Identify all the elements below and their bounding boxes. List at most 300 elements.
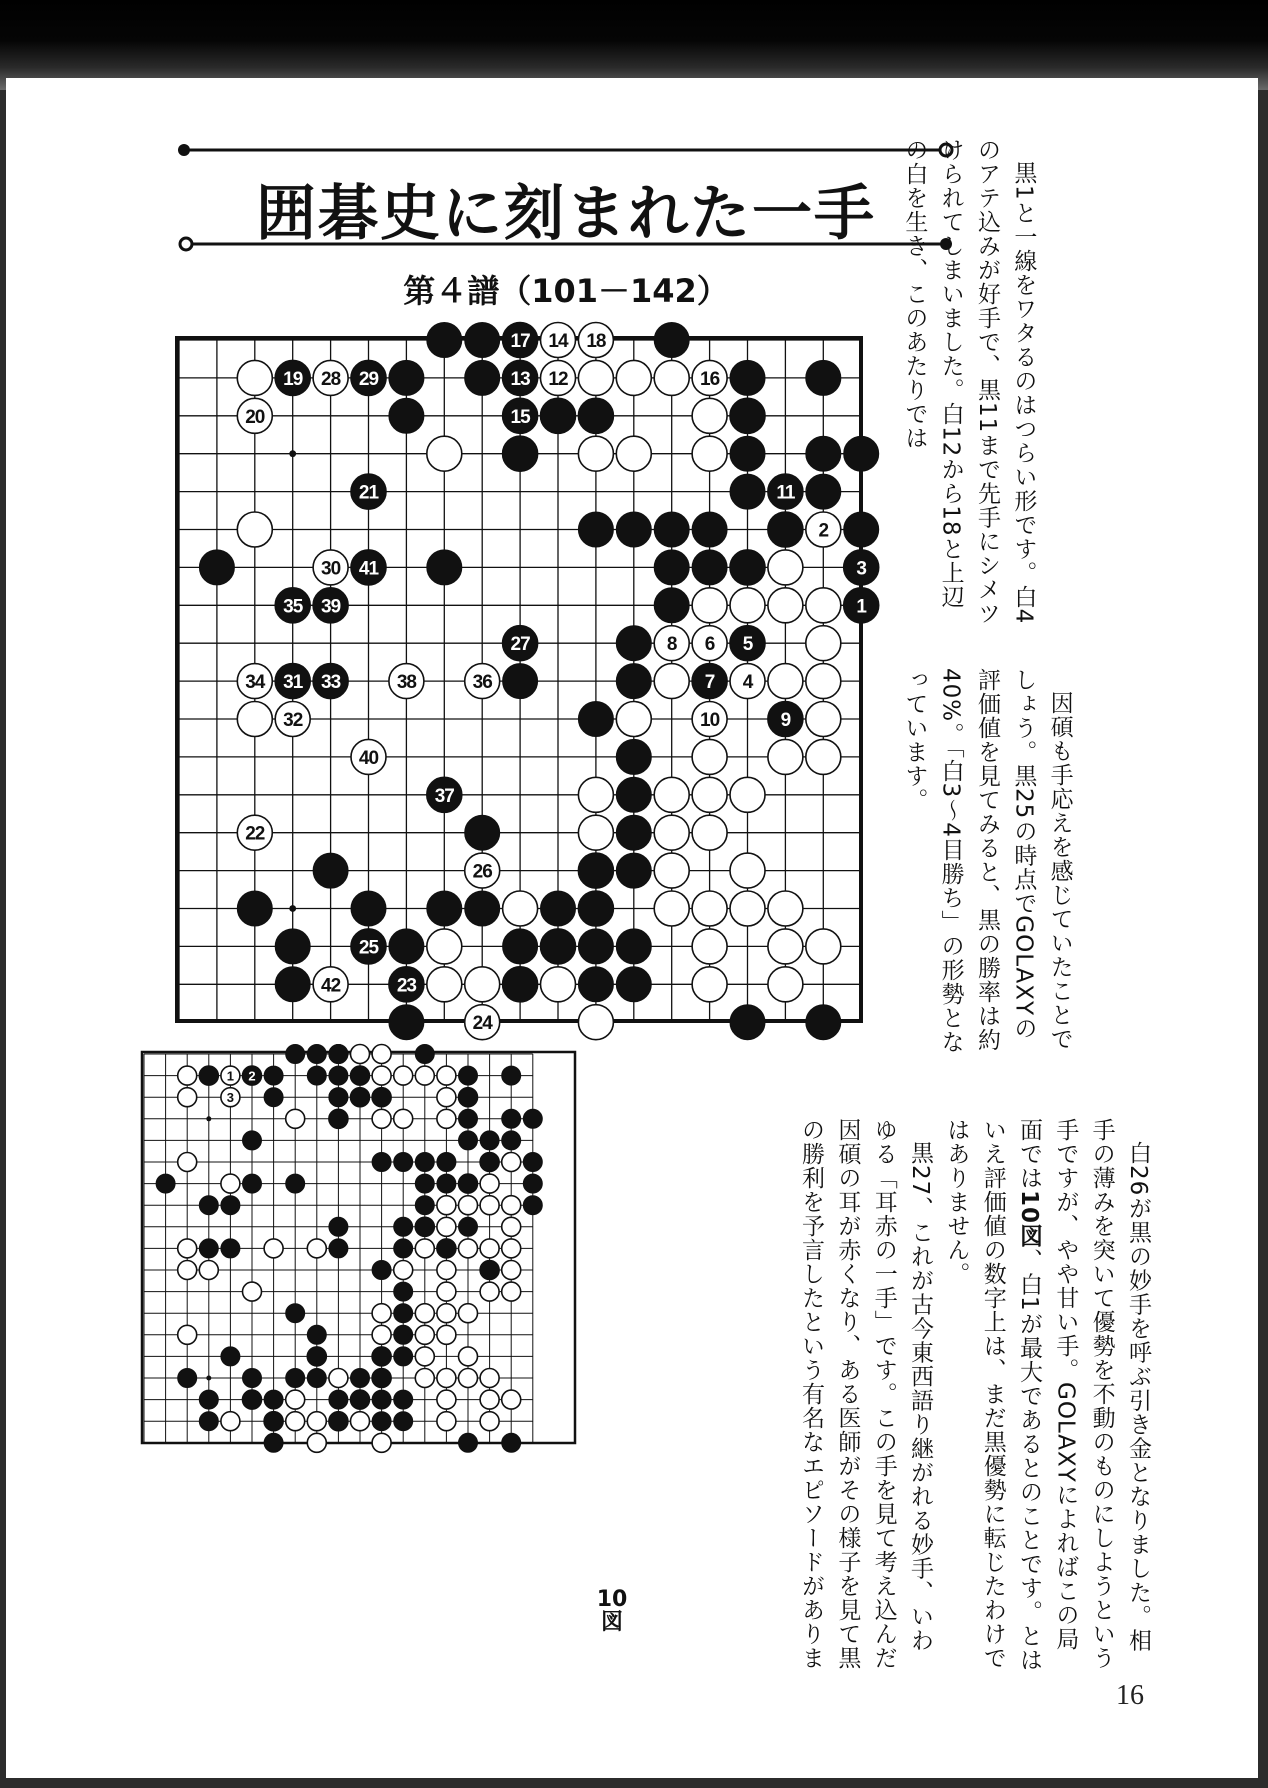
white-stone bbox=[503, 891, 538, 926]
black-stone bbox=[503, 664, 538, 699]
black-stone bbox=[465, 360, 500, 395]
black-stone bbox=[578, 929, 613, 964]
black-stone bbox=[523, 1109, 542, 1128]
white-stone bbox=[437, 1066, 456, 1085]
white-stone bbox=[768, 550, 803, 585]
black-stone bbox=[243, 1390, 262, 1409]
white-stone bbox=[480, 1196, 499, 1215]
move-number: 42 bbox=[321, 975, 341, 997]
move-number: 1 bbox=[856, 596, 866, 618]
move-number: 29 bbox=[358, 368, 379, 390]
white-stone bbox=[654, 777, 689, 812]
white-stone bbox=[459, 1196, 478, 1215]
black-stone bbox=[459, 1066, 478, 1085]
white-stone bbox=[437, 1369, 456, 1388]
white-stone bbox=[178, 1261, 197, 1280]
white-stone bbox=[178, 1325, 197, 1344]
white-stone bbox=[221, 1174, 240, 1193]
white-stone bbox=[502, 1239, 521, 1258]
hoshi-point bbox=[289, 905, 296, 912]
white-stone bbox=[237, 702, 272, 737]
black-stone bbox=[541, 398, 576, 433]
white-stone bbox=[480, 1369, 499, 1388]
white-stone bbox=[502, 1196, 521, 1215]
black-stone bbox=[394, 1239, 413, 1258]
commentary-right-top bbox=[896, 138, 1041, 628]
black-stone bbox=[437, 1239, 456, 1258]
black-stone bbox=[372, 1347, 391, 1366]
white-stone bbox=[616, 360, 651, 395]
white-stone bbox=[541, 967, 576, 1002]
black-stone bbox=[286, 1304, 305, 1323]
commentary-bottom bbox=[636, 1118, 1156, 1673]
black-stone bbox=[351, 1369, 370, 1388]
black-stone bbox=[459, 1174, 478, 1193]
viewer-top-bar bbox=[0, 0, 1268, 90]
white-stone bbox=[372, 1109, 391, 1128]
white-stone bbox=[578, 1005, 613, 1040]
white-stone bbox=[178, 1088, 197, 1107]
black-stone bbox=[329, 1066, 348, 1085]
move-number: 3 bbox=[856, 558, 866, 580]
black-stone bbox=[616, 853, 651, 888]
white-stone bbox=[730, 891, 765, 926]
black-stone bbox=[427, 891, 462, 926]
black-stone bbox=[372, 1412, 391, 1431]
black-stone bbox=[541, 929, 576, 964]
move-number: 3 bbox=[226, 1090, 235, 1106]
move-number: 34 bbox=[245, 672, 265, 694]
hoshi-point bbox=[289, 450, 296, 457]
black-stone bbox=[394, 1347, 413, 1366]
black-stone bbox=[389, 360, 424, 395]
black-stone bbox=[275, 929, 310, 964]
move-number: 38 bbox=[396, 672, 416, 694]
move-number: 39 bbox=[321, 596, 341, 618]
black-stone bbox=[480, 1153, 499, 1172]
black-stone bbox=[437, 1153, 456, 1172]
figure-ref: 10図 bbox=[1016, 1190, 1043, 1249]
black-stone bbox=[502, 1433, 521, 1452]
black-stone bbox=[730, 398, 765, 433]
black-stone bbox=[264, 1066, 283, 1085]
black-stone bbox=[199, 1066, 218, 1085]
black-stone bbox=[394, 1153, 413, 1172]
move-number: 33 bbox=[321, 672, 341, 694]
move-number: 17 bbox=[510, 331, 530, 352]
white-stone bbox=[578, 777, 613, 812]
black-stone bbox=[264, 1088, 283, 1107]
move-number: 16 bbox=[700, 368, 720, 390]
white-stone bbox=[437, 1217, 456, 1236]
black-stone bbox=[692, 512, 727, 547]
white-stone bbox=[237, 360, 272, 395]
white-stone bbox=[459, 1347, 478, 1366]
white-stone bbox=[578, 815, 613, 850]
move-number: 19 bbox=[283, 368, 303, 390]
white-stone bbox=[806, 588, 841, 623]
black-stone bbox=[307, 1325, 326, 1344]
title-block bbox=[176, 138, 956, 258]
black-stone bbox=[243, 1174, 262, 1193]
white-stone bbox=[692, 891, 727, 926]
black-stone bbox=[480, 1131, 499, 1150]
move-number: 32 bbox=[283, 710, 303, 731]
black-stone bbox=[394, 1217, 413, 1236]
white-stone bbox=[692, 967, 727, 1002]
white-stone bbox=[178, 1239, 197, 1258]
white-stone bbox=[286, 1390, 305, 1409]
white-stone bbox=[372, 1066, 391, 1085]
white-stone bbox=[768, 929, 803, 964]
black-stone bbox=[394, 1282, 413, 1301]
move-number: 20 bbox=[245, 406, 265, 428]
black-stone bbox=[313, 853, 348, 888]
black-stone bbox=[394, 1325, 413, 1344]
black-stone bbox=[307, 1347, 326, 1366]
black-stone bbox=[415, 1153, 434, 1172]
black-stone bbox=[541, 891, 576, 926]
black-stone bbox=[307, 1066, 326, 1085]
white-stone bbox=[654, 853, 689, 888]
black-stone bbox=[427, 550, 462, 585]
black-stone bbox=[264, 1390, 283, 1409]
white-stone bbox=[459, 1304, 478, 1323]
black-stone bbox=[523, 1174, 542, 1193]
black-stone bbox=[415, 1196, 434, 1215]
move-number: 14 bbox=[548, 331, 568, 352]
move-number: 31 bbox=[283, 672, 303, 694]
white-stone bbox=[692, 815, 727, 850]
white-stone bbox=[692, 929, 727, 964]
black-stone bbox=[654, 550, 689, 585]
black-stone bbox=[389, 1005, 424, 1040]
white-stone bbox=[437, 1088, 456, 1107]
black-stone bbox=[329, 1045, 348, 1064]
move-number: 25 bbox=[358, 937, 379, 959]
white-stone bbox=[616, 702, 651, 737]
black-stone bbox=[459, 1131, 478, 1150]
white-stone bbox=[654, 891, 689, 926]
move-number: 4 bbox=[742, 672, 753, 694]
black-stone bbox=[616, 626, 651, 661]
move-number: 2 bbox=[248, 1068, 256, 1084]
go-board-main bbox=[175, 331, 866, 1056]
white-stone bbox=[415, 1369, 434, 1388]
black-stone bbox=[578, 702, 613, 737]
go-board-figure-10 bbox=[140, 1050, 600, 1480]
black-stone bbox=[307, 1369, 326, 1388]
kifu-label: 第４譜（101－142） bbox=[403, 272, 729, 310]
hoshi-point bbox=[206, 1376, 211, 1381]
black-stone bbox=[199, 550, 234, 585]
black-stone bbox=[156, 1174, 175, 1193]
black-stone bbox=[351, 1088, 370, 1107]
white-stone bbox=[730, 588, 765, 623]
move-number: 24 bbox=[472, 1013, 492, 1035]
move-number: 13 bbox=[510, 368, 530, 390]
black-stone bbox=[730, 1005, 765, 1040]
black-stone bbox=[372, 1369, 391, 1388]
white-stone bbox=[394, 1109, 413, 1128]
white-stone bbox=[578, 360, 613, 395]
black-stone bbox=[221, 1347, 240, 1366]
black-stone bbox=[654, 323, 689, 358]
white-stone bbox=[178, 1066, 197, 1085]
white-stone bbox=[654, 664, 689, 699]
black-stone bbox=[329, 1412, 348, 1431]
black-stone bbox=[243, 1131, 262, 1150]
black-stone bbox=[415, 1174, 434, 1193]
move-number: 9 bbox=[780, 710, 791, 731]
white-stone bbox=[437, 1109, 456, 1128]
black-stone bbox=[692, 550, 727, 585]
white-stone bbox=[459, 1369, 478, 1388]
move-number: 26 bbox=[472, 861, 492, 883]
white-stone bbox=[437, 1282, 456, 1301]
black-stone bbox=[459, 1217, 478, 1236]
black-stone bbox=[351, 1390, 370, 1409]
move-number: 22 bbox=[245, 823, 265, 845]
move-number: 11 bbox=[776, 482, 795, 504]
white-stone bbox=[372, 1304, 391, 1323]
white-stone bbox=[654, 360, 689, 395]
white-stone bbox=[502, 1217, 521, 1236]
white-stone bbox=[502, 1282, 521, 1301]
move-number: 8 bbox=[666, 634, 677, 656]
black-stone bbox=[523, 1153, 542, 1172]
white-stone bbox=[480, 1239, 499, 1258]
black-stone bbox=[394, 1412, 413, 1431]
white-stone bbox=[692, 739, 727, 774]
black-stone bbox=[578, 967, 613, 1002]
black-stone bbox=[616, 739, 651, 774]
black-stone bbox=[654, 588, 689, 623]
white-stone bbox=[730, 853, 765, 888]
move-number: 23 bbox=[396, 975, 416, 997]
black-stone bbox=[480, 1261, 499, 1280]
white-stone bbox=[307, 1239, 326, 1258]
white-stone bbox=[394, 1066, 413, 1085]
move-number: 21 bbox=[358, 482, 379, 504]
black-stone bbox=[459, 1433, 478, 1452]
black-stone bbox=[199, 1412, 218, 1431]
black-stone bbox=[329, 1239, 348, 1258]
white-stone bbox=[616, 436, 651, 471]
white-stone bbox=[654, 815, 689, 850]
paragraph bbox=[938, 1118, 1156, 1673]
paragraph-text: 、白1が最大であるとのことです。とはいえ評価値の数字上は、まだ黒優勢に転じたわけではありません。 bbox=[943, 1118, 1043, 1672]
black-stone bbox=[275, 967, 310, 1002]
move-number: 1 bbox=[226, 1068, 235, 1084]
white-stone bbox=[237, 512, 272, 547]
black-stone bbox=[221, 1196, 240, 1215]
black-stone bbox=[389, 398, 424, 433]
white-stone bbox=[307, 1433, 326, 1452]
white-stone bbox=[502, 1153, 521, 1172]
black-stone bbox=[503, 929, 538, 964]
black-stone bbox=[389, 929, 424, 964]
white-stone bbox=[806, 929, 841, 964]
black-stone bbox=[616, 967, 651, 1002]
black-stone bbox=[372, 1153, 391, 1172]
black-stone bbox=[616, 664, 651, 699]
black-stone bbox=[844, 436, 879, 471]
black-stone bbox=[264, 1433, 283, 1452]
black-stone bbox=[329, 1088, 348, 1107]
black-stone bbox=[844, 512, 879, 547]
white-stone bbox=[351, 1045, 370, 1064]
black-stone bbox=[243, 1369, 262, 1388]
move-number: 37 bbox=[434, 785, 454, 807]
black-stone bbox=[502, 1066, 521, 1085]
white-stone bbox=[286, 1412, 305, 1431]
black-stone bbox=[178, 1369, 197, 1388]
black-stone bbox=[394, 1304, 413, 1323]
white-stone bbox=[465, 967, 500, 1002]
black-stone bbox=[415, 1217, 434, 1236]
white-stone bbox=[502, 1261, 521, 1280]
white-stone bbox=[437, 1196, 456, 1215]
black-stone bbox=[616, 512, 651, 547]
move-number: 27 bbox=[510, 634, 530, 656]
white-stone bbox=[806, 702, 841, 737]
white-stone bbox=[480, 1390, 499, 1409]
white-stone bbox=[199, 1261, 218, 1280]
black-stone bbox=[730, 360, 765, 395]
white-stone bbox=[437, 1325, 456, 1344]
white-stone bbox=[692, 588, 727, 623]
paragraph-text: 白26が黒の妙手を呼ぶ引き金となりました。相手の薄みを突いて優勢を不動のものにしようという手ですが、やや甘い手。GOLAXYによればこの局面では bbox=[1016, 1118, 1151, 1670]
move-number: 35 bbox=[283, 596, 303, 618]
hoshi-point bbox=[206, 1116, 211, 1121]
white-stone bbox=[768, 891, 803, 926]
white-stone bbox=[394, 1261, 413, 1280]
black-stone bbox=[806, 1005, 841, 1040]
white-stone bbox=[415, 1066, 434, 1085]
white-stone bbox=[415, 1304, 434, 1323]
move-number: 5 bbox=[742, 634, 753, 656]
black-stone bbox=[654, 512, 689, 547]
page-number: 16 bbox=[1116, 1680, 1144, 1711]
white-stone bbox=[768, 588, 803, 623]
black-stone bbox=[329, 1390, 348, 1409]
figure-label: 10図 bbox=[596, 1587, 628, 1636]
white-stone bbox=[178, 1153, 197, 1172]
white-stone bbox=[502, 1390, 521, 1409]
move-number: 30 bbox=[321, 558, 341, 580]
white-stone bbox=[351, 1412, 370, 1431]
white-stone bbox=[329, 1369, 348, 1388]
white-stone bbox=[372, 1325, 391, 1344]
white-stone bbox=[415, 1347, 434, 1366]
black-stone bbox=[394, 1390, 413, 1409]
black-stone bbox=[806, 360, 841, 395]
black-stone bbox=[199, 1390, 218, 1409]
white-stone bbox=[768, 739, 803, 774]
black-stone bbox=[286, 1174, 305, 1193]
black-stone bbox=[616, 929, 651, 964]
black-stone bbox=[437, 1174, 456, 1193]
move-number: 18 bbox=[586, 331, 606, 352]
black-stone bbox=[307, 1045, 326, 1064]
white-stone bbox=[415, 1239, 434, 1258]
black-stone bbox=[372, 1261, 391, 1280]
white-stone bbox=[264, 1239, 283, 1258]
black-stone bbox=[372, 1390, 391, 1409]
move-number: 15 bbox=[510, 406, 530, 428]
white-stone bbox=[806, 664, 841, 699]
move-number: 7 bbox=[704, 672, 715, 694]
black-stone bbox=[578, 891, 613, 926]
white-stone bbox=[437, 1261, 456, 1280]
white-stone bbox=[692, 436, 727, 471]
black-stone bbox=[616, 815, 651, 850]
black-stone bbox=[730, 550, 765, 585]
white-stone bbox=[730, 777, 765, 812]
move-number: 40 bbox=[358, 747, 379, 769]
black-stone bbox=[459, 1109, 478, 1128]
black-stone bbox=[264, 1412, 283, 1431]
black-stone bbox=[329, 1109, 348, 1128]
black-stone bbox=[237, 891, 272, 926]
black-stone bbox=[415, 1045, 434, 1064]
black-stone bbox=[768, 512, 803, 547]
paragraph: 黒27、これが古今東西語り継がれる妙手、いわゆる「耳赤の一手」です。この手を見て考え込んだ因碩の耳が赤くなり、ある医師がその様子を見て黒の勝利を予言したという有名なエピソードがありま bbox=[798, 1118, 934, 1670]
white-stone bbox=[372, 1045, 391, 1064]
black-stone bbox=[523, 1196, 542, 1215]
black-stone bbox=[503, 967, 538, 1002]
black-stone bbox=[199, 1239, 218, 1258]
black-stone bbox=[329, 1217, 348, 1236]
black-stone bbox=[503, 436, 538, 471]
white-stone bbox=[480, 1282, 499, 1301]
white-stone bbox=[372, 1433, 391, 1452]
black-stone bbox=[372, 1088, 391, 1107]
white-stone bbox=[692, 777, 727, 812]
white-stone bbox=[427, 436, 462, 471]
white-stone bbox=[806, 626, 841, 661]
move-number: 6 bbox=[704, 634, 715, 656]
move-number: 41 bbox=[358, 558, 379, 580]
black-stone bbox=[427, 323, 462, 358]
black-stone bbox=[730, 474, 765, 509]
paragraph: 因碩も手応えを感じていたことでしょう。黒25の時点でGOLAXYの評価値を見てみると、黒の勝率は約40%。「白3～4目勝ち」の形勢となっています。 bbox=[901, 668, 1073, 1054]
black-stone bbox=[221, 1239, 240, 1258]
black-stone bbox=[351, 891, 386, 926]
white-stone bbox=[437, 1412, 456, 1431]
black-stone bbox=[465, 891, 500, 926]
page-title: 囲碁史に刻まれた一手 bbox=[256, 179, 876, 249]
white-stone bbox=[286, 1109, 305, 1128]
black-stone bbox=[465, 323, 500, 358]
white-stone bbox=[692, 398, 727, 433]
black-stone bbox=[578, 853, 613, 888]
white-stone bbox=[221, 1412, 240, 1431]
move-number: 36 bbox=[472, 672, 492, 694]
commentary-right-mid bbox=[896, 668, 1078, 1058]
black-stone bbox=[286, 1045, 305, 1064]
white-stone bbox=[806, 739, 841, 774]
black-stone bbox=[730, 436, 765, 471]
white-stone bbox=[578, 436, 613, 471]
white-stone bbox=[437, 1390, 456, 1409]
black-stone bbox=[286, 1369, 305, 1388]
white-stone bbox=[480, 1174, 499, 1193]
black-stone bbox=[578, 512, 613, 547]
white-stone bbox=[427, 967, 462, 1002]
book-page bbox=[6, 78, 1258, 1778]
